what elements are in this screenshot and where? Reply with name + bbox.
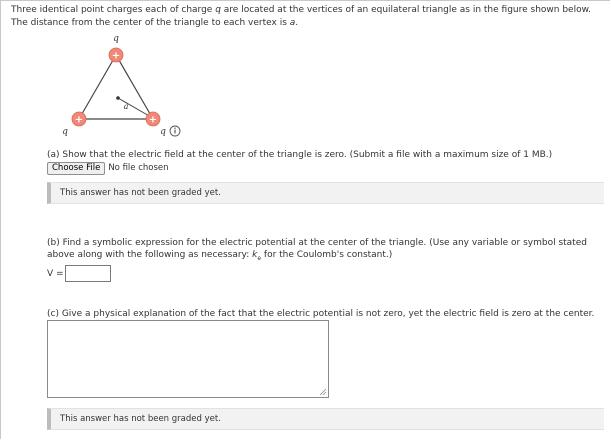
label-q-top: q xyxy=(113,35,119,44)
choose-file-button[interactable]: Choose File xyxy=(47,162,105,175)
label-q-right: q xyxy=(160,127,166,137)
triangle-side-left xyxy=(79,55,116,119)
var-a: a xyxy=(289,18,296,28)
plus-sign-top: + xyxy=(111,50,121,62)
graded-status-c-text: This answer has not been graded yet. xyxy=(60,414,221,424)
resize-handle-icon[interactable] xyxy=(319,388,327,396)
var-q: q xyxy=(215,5,221,15)
graded-status-a xyxy=(47,182,604,204)
question-intro xyxy=(11,4,601,30)
v-label: V = xyxy=(47,269,64,279)
graded-status-c xyxy=(47,408,604,430)
part-b-text xyxy=(47,237,587,265)
label-a: a xyxy=(123,102,129,111)
v-answer-input[interactable] xyxy=(65,265,111,282)
k-symbol: k xyxy=(252,250,258,260)
triangle-side-right xyxy=(116,55,153,119)
triangle-figure xyxy=(55,35,185,141)
plus-sign-left: + xyxy=(74,114,84,126)
intro-text-2: are located at the vertices of an equilateral triangle as in the figure shown below. The distance from the center of the triangle to each vertex is xyxy=(11,5,591,28)
k-subscript: e xyxy=(257,254,262,262)
part-b-line-1: (b) Find a symbolic expression for the electric potential at the center of the triangle. (Use any variable or symbol stated xyxy=(47,238,587,248)
file-upload xyxy=(47,162,169,175)
part-b-line-2-post: for the Coulomb's constant.) xyxy=(261,250,393,260)
center-point xyxy=(116,96,120,100)
graded-status-a-text: This answer has not been graded yet. xyxy=(60,188,221,198)
part-b-line-2 xyxy=(47,249,587,265)
no-file-label: No file chosen xyxy=(108,163,169,173)
label-q-left: q xyxy=(62,127,68,137)
intro-text-1: Three identical point charges each of charge xyxy=(11,5,216,15)
info-circle-icon[interactable] xyxy=(170,126,180,136)
intro-period: . xyxy=(295,18,299,28)
plus-sign-right: + xyxy=(148,114,158,126)
part-a-text: (a) Show that the electric field at the center of the triangle is zero. (Submit a file with a maximum size of 1 MB.) xyxy=(47,150,553,160)
part-b-line-2-pre: above along with the following as necessary: xyxy=(47,250,253,260)
part-c-text: (c) Give a physical explanation of the fact that the electric potential is not zero, yet the electric field is zero at the center. xyxy=(47,309,595,319)
part-c-answer-textarea[interactable] xyxy=(47,320,329,398)
